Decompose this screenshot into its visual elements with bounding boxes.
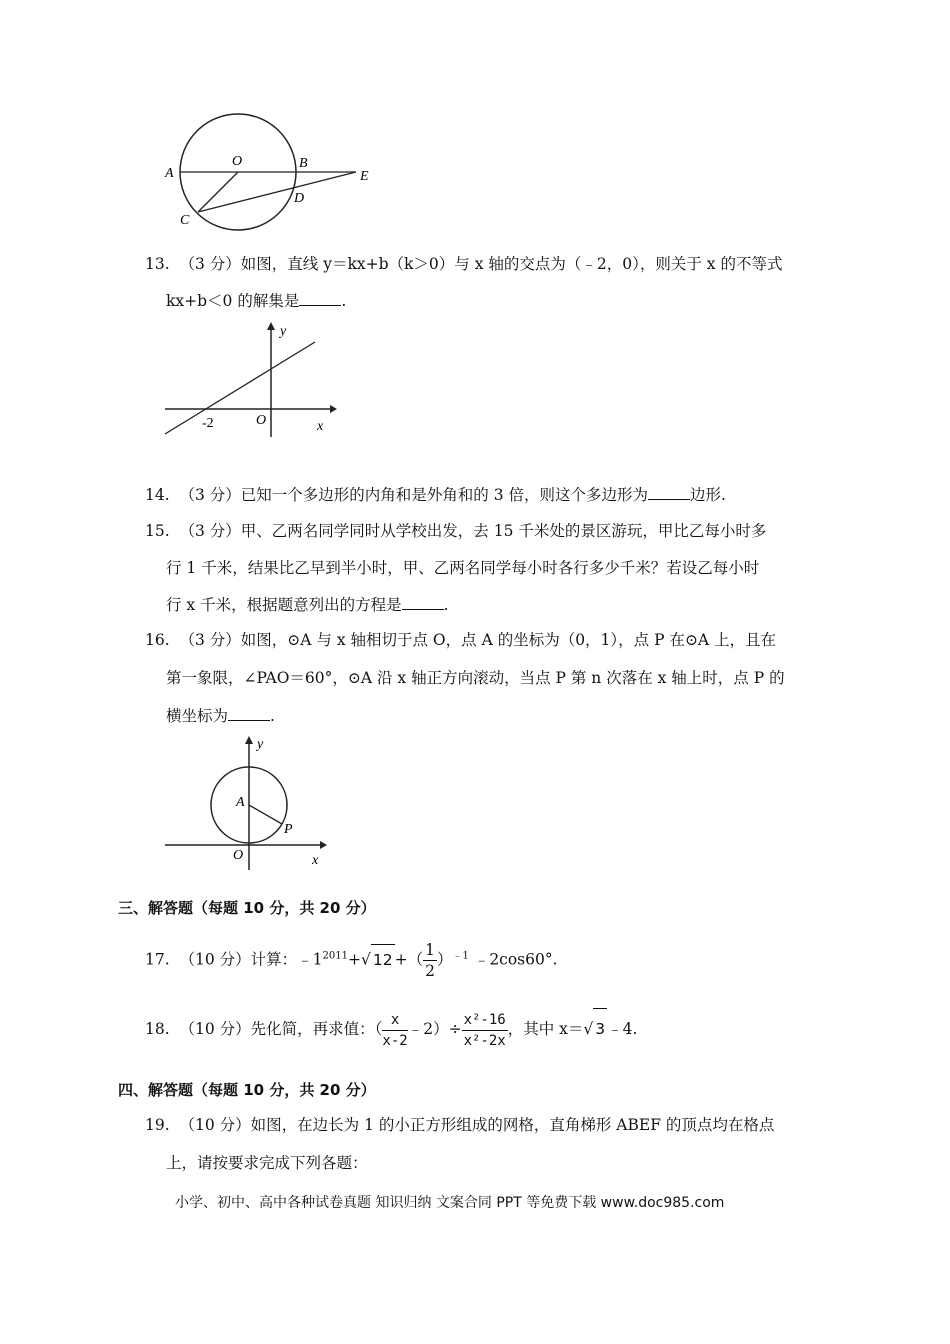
answer-blank[interactable] bbox=[299, 291, 341, 306]
label-D: D bbox=[294, 191, 305, 206]
q16-line1: 16. （3 分）如图，⊙A 与 x 轴相切于点 O，点 A 的坐标为（0，1），点 P 在⊙A 上，且在 bbox=[145, 631, 777, 649]
figure-circle-secant bbox=[160, 112, 380, 234]
q16-line3: 横坐标为 . bbox=[166, 707, 275, 725]
page-footer: 小学、初中、高中各种试卷真题 知识归纳 文案合同 PPT 等免费下载 www.doc985.com bbox=[175, 1195, 725, 1211]
q15-line3: 行 x 千米，根据题意列出的方程是 . bbox=[166, 596, 449, 614]
q14-line: 14. （3 分）已知一个多边形的内角和是外角和的 3 倍，则这个多边形为 边形. bbox=[145, 486, 726, 504]
label-A: A bbox=[165, 166, 174, 181]
point-label-P: P bbox=[284, 822, 293, 837]
q13-line1: 13. （3 分）如图，直线 y＝kx+b（k＞0）与 x 轴的交点为（﹣2，0），则关于 x 的不等式 bbox=[145, 255, 783, 273]
label-O: O bbox=[232, 154, 243, 169]
q18-line: 18. （10 分）先化简，再求值：（ $\frac{x}{x-2}$ ﹣2）÷ $\frac{\text{x²-16}}{\text{x²-2x}}$ ，其中 x＝√ 3 ﹣4. bbox=[145, 1008, 637, 1051]
q19-line1: 19. （10 分）如图，在边长为 1 的小正方形组成的网格，直角梯形 ABEF 的顶点均在格点 bbox=[145, 1116, 775, 1134]
q15-line2: 行 1 千米，结果比乙早到半小时，甲、乙两名同学每小时各行多少千米？若设乙每小时 bbox=[166, 559, 760, 577]
answer-blank[interactable] bbox=[228, 706, 270, 721]
q13-line2: kx+b＜0 的解集是 . bbox=[166, 292, 347, 310]
center-label-A: A bbox=[236, 795, 245, 810]
label-C: C bbox=[180, 213, 190, 228]
label-B: B bbox=[299, 156, 308, 171]
q19-line2: 上，请按要求完成下列各题： bbox=[166, 1154, 368, 1172]
q15-line1: 15. （3 分）甲、乙两名同学同时从学校出发，去 15 千米处的景区游玩，甲比乙每小时多 bbox=[145, 522, 767, 540]
axis-y-label: y bbox=[280, 324, 287, 339]
axis-x-label: x bbox=[317, 419, 324, 434]
figure-line-graph bbox=[160, 320, 340, 440]
fraction-one-half: $\frac{1}{2}$ bbox=[425, 941, 435, 980]
axis-y-label: y bbox=[257, 737, 264, 752]
answer-blank[interactable] bbox=[648, 485, 690, 500]
section-4-heading: 四、解答题（每题 10 分，共 20 分） bbox=[118, 1081, 376, 1099]
label-E: E bbox=[360, 169, 369, 184]
figure-rolling-circle bbox=[160, 732, 335, 872]
axis-x-label: x bbox=[312, 853, 319, 868]
q17-line: 17. （10 分）计算：$﹣1^{2011}+√$ 12 +（ $\frac{1}{2}$ ）$^{﹣1}$ ﹣2cos60°. bbox=[145, 941, 558, 980]
tick-neg2: -2 bbox=[202, 416, 214, 431]
fraction-x-over-x-minus-2: $\frac{x}{x-2}$ bbox=[382, 1011, 408, 1049]
fraction-quadratic: $\frac{\text{x²-16}}{\text{x²-2x}}$ bbox=[463, 1011, 506, 1049]
answer-blank[interactable] bbox=[402, 595, 444, 610]
section-3-heading: 三、解答题（每题 10 分，共 20 分） bbox=[118, 899, 376, 917]
origin-label: O bbox=[256, 413, 267, 428]
origin-label: O bbox=[233, 848, 244, 863]
q16-line2: 第一象限，∠PAO＝60°，⊙A 沿 x 轴正方向滚动，当点 P 第 n 次落在 x 轴上时，点 P 的 bbox=[166, 669, 785, 687]
